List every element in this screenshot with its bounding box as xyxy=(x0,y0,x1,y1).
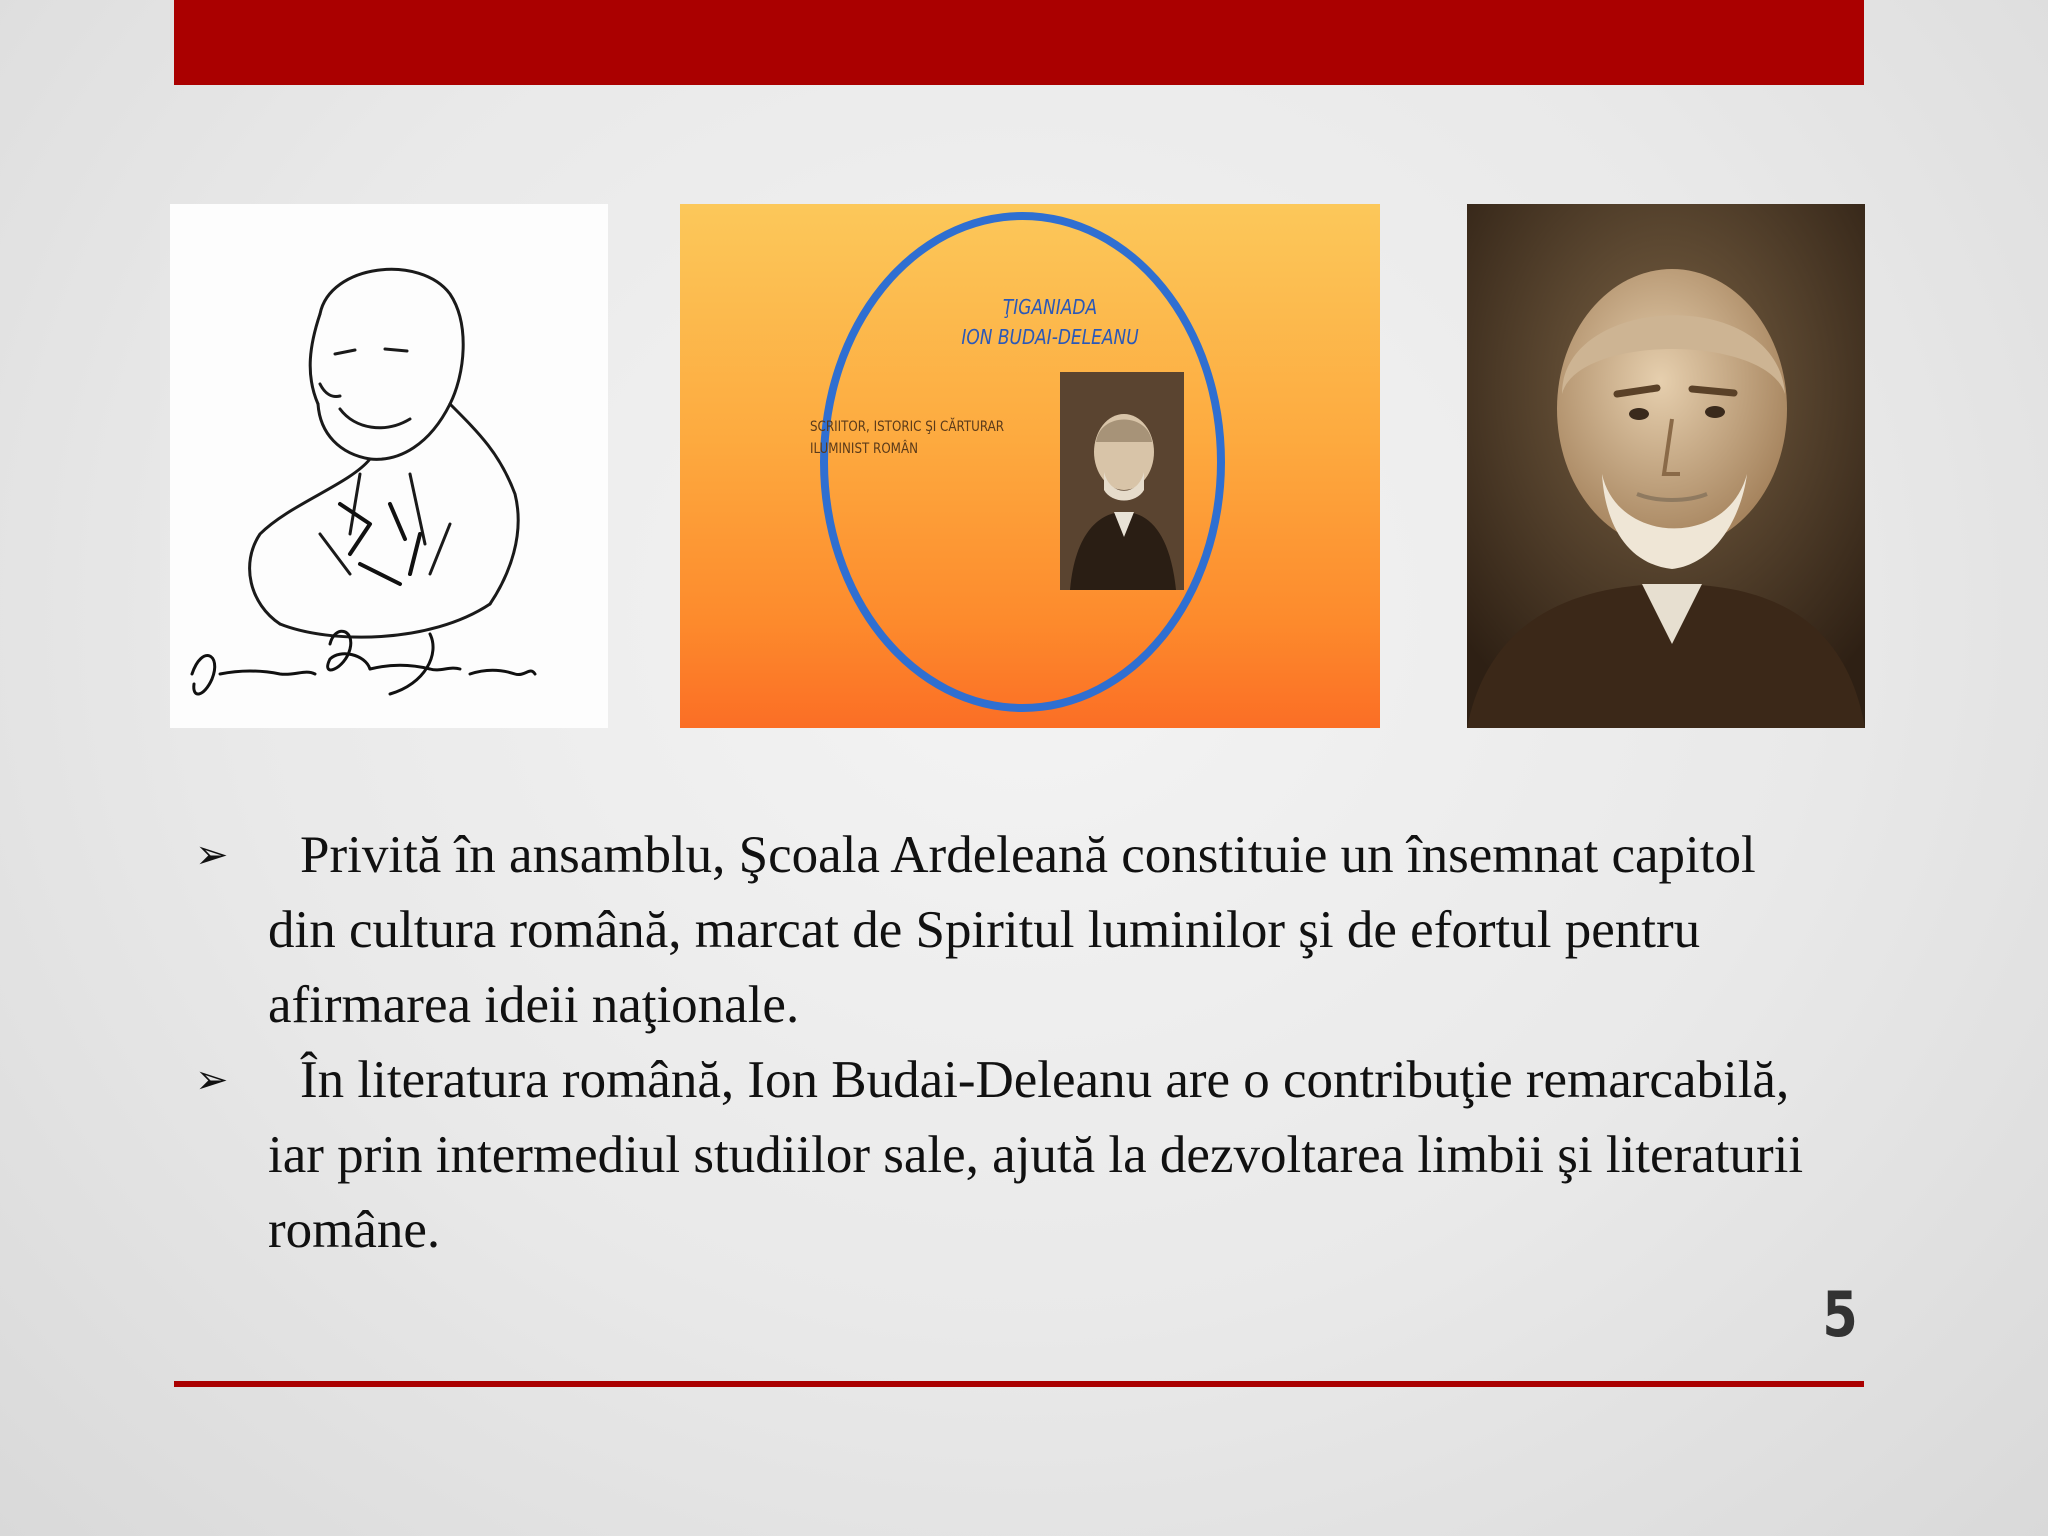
bottom-accent-line xyxy=(174,1381,1864,1387)
cover-subtitle xyxy=(810,416,1031,460)
cover-title xyxy=(931,292,1169,352)
bullet-text: În literatura română, Ion Budai-Deleanu are o contribuţie remarcabilă, iar prin intermediul studiilor sale, ajută la dezvoltarea limbii şi literaturii române. xyxy=(268,1051,1804,1259)
cover-title-line-2: ION BUDAI-DELEANU xyxy=(961,325,1139,349)
book-cover-image xyxy=(680,204,1380,728)
sepia-portrait-photo xyxy=(1467,204,1865,728)
cover-inset-portrait xyxy=(1060,372,1184,590)
cover-subtitle-line-1: SCRIITOR, ISTORIC ŞI CĂRTURAR xyxy=(810,419,1005,435)
top-accent-bar xyxy=(174,0,1864,85)
cover-subtitle-line-2: ILUMINIST ROMÂN xyxy=(810,441,919,457)
sketch-portrait-image xyxy=(170,204,608,728)
arrowhead-bullet-icon: ➢ xyxy=(195,832,229,878)
page-number: 5 xyxy=(1822,1278,1856,1351)
bullet-list xyxy=(190,818,1870,1268)
bullet-text: Privită în ansamblu, Şcoala Ardeleană constituie un însemnat capitol din cultura română, marcat de Spiritul luminilor şi de efortul pentru afirmarea ideii naţionale. xyxy=(268,826,1756,1034)
arrowhead-bullet-icon: ➢ xyxy=(195,1057,229,1103)
bullet-item xyxy=(190,1043,1870,1268)
bullet-item xyxy=(190,818,1870,1043)
cover-title-line-1: ŢIGANIADA xyxy=(1002,295,1098,319)
